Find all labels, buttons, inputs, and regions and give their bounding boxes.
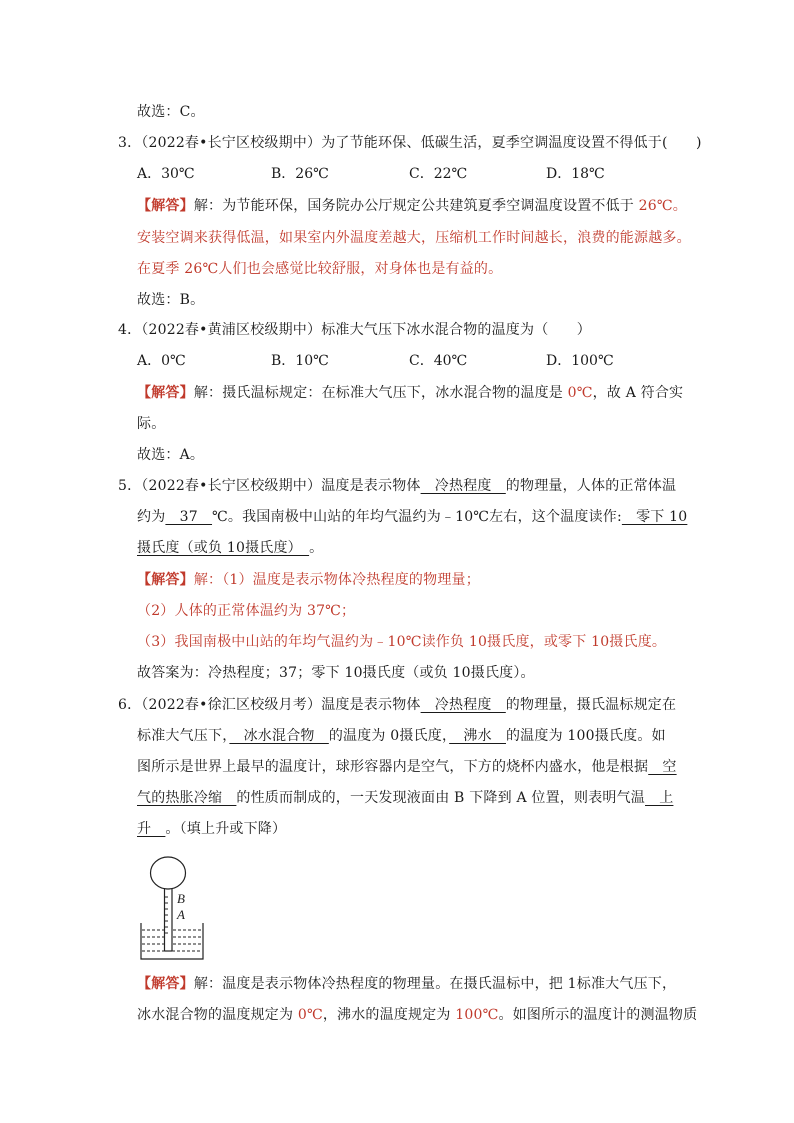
q6-answer-line-2 <box>137 1005 697 1025</box>
bulb-shape <box>151 857 186 889</box>
q6-answer-highlight: 0℃ <box>293 1007 323 1023</box>
q6-line-1 <box>118 695 676 715</box>
q3-option-b: B．26℃ <box>271 166 329 182</box>
q6-line-4 <box>137 788 673 808</box>
q6-blank-2: 冰水混合物 <box>229 728 329 744</box>
q3-option-d: D．18℃ <box>546 166 605 182</box>
q5-blank-2: 37 <box>165 509 213 525</box>
q5-line-2 <box>137 507 687 527</box>
q6-blank-3: 沸水 <box>449 728 506 744</box>
q3-answer-text: 解：为节能环保，国务院办公厅规定公共建筑夏季空调温度设置不低于 <box>193 198 635 214</box>
answer-tag: 【解答】 <box>137 976 194 992</box>
q4-answer-highlight: 0℃ <box>563 385 593 401</box>
q5-answer-line-3: （3）我国南极中山站的年均气温约为﹣10℃读作负 10摄氏度，或零下 10摄氏度。 <box>137 634 667 650</box>
q4-option-c: C．40℃ <box>409 353 468 369</box>
q5-answer-line-1 <box>137 570 480 590</box>
q6-text: 标准大气压下， <box>137 728 230 744</box>
q4-answer-line-1 <box>137 383 683 403</box>
q5-text: 5．（2022春•长宁区校级期中）温度是表示物体 <box>118 478 421 494</box>
q5-line-1 <box>118 476 676 496</box>
answer-tag: 【解答】 <box>137 385 194 401</box>
q6-text: 图所示是世界上最早的温度计，球形容器内是空气，下方的烧杯内盛水，他是根据 <box>137 759 649 775</box>
q3-answer-highlight: 26℃。 <box>634 198 687 214</box>
q3-answer-line-2: 安装空调来获得低温，如果室内外温度差越大，压缩机工作时间越长，浪费的能源越多。 <box>137 230 691 246</box>
q2-choice: 故选：C。 <box>137 104 205 120</box>
q3-choice: 故选：B。 <box>137 292 205 308</box>
q6-answer-line-1 <box>137 974 676 994</box>
q6-line-5 <box>137 819 286 839</box>
q5-blank-3: 零下 10 <box>621 509 688 525</box>
q5-blank-1: 冷热程度 <box>420 478 506 494</box>
q4-answer-text: 解：摄氏温标规定：在标准大气压下，冰水混合物的温度是 <box>193 385 564 401</box>
q5-text: 的物理量，人体的正常体温 <box>505 478 677 494</box>
q6-blank-4: 空 <box>648 759 677 775</box>
q5-final-answer: 故答案为：冷热程度；37；零下 10摄氏度（或负 10摄氏度）。 <box>137 665 535 681</box>
q3-answer-line-3: 在夏季 26℃人们也会感觉比较舒服，对身体也是有益的。 <box>137 261 503 277</box>
q5-text: ℃。我国南极中山站的年均气温约为﹣10℃左右，这个温度读作: <box>212 509 622 525</box>
q4-option-d: D．100℃ <box>546 353 614 369</box>
q6-text: 的温度为 100摄氏度。如 <box>505 728 666 744</box>
q4-answer-text-end: ，故 A 符合实 <box>592 385 684 401</box>
q5-text: 。 <box>309 540 324 556</box>
q5-line-3 <box>137 538 323 558</box>
q6-text: 的性质而制成的，一天发现液面由 B 下降到 A 位置，则表明气温 <box>236 790 646 806</box>
thermometer-diagram <box>137 855 209 963</box>
q5-answer-line-2: （2）人体的正常体温约为 37℃； <box>137 603 356 619</box>
q6-answer-text: 解：温度是表示物体冷热程度的物理量。在摄氏温标中，把 1标准大气压下， <box>193 976 677 992</box>
q3-answer-line-1 <box>137 196 687 216</box>
q3-option-c: C．22℃ <box>409 166 468 182</box>
q3-option-a: A．30℃ <box>137 166 195 182</box>
q4-option-a: A．0℃ <box>137 353 186 369</box>
q4-stem: 4．（2022春•黄浦区校级期中）标准大气压下冰水混合物的温度为（ ） <box>118 322 591 338</box>
q6-text: 的物理量，摄氏温标规定在 <box>505 697 677 713</box>
label-a: A <box>177 907 185 922</box>
answer-tag: 【解答】 <box>137 572 194 588</box>
q6-blank-1: 冷热程度 <box>420 697 506 713</box>
q5-answer-text: 解：（1）温度是表示物体冷热程度的物理量； <box>193 572 480 588</box>
q6-answer-text: 冰水混合物的温度规定为 <box>137 1007 294 1023</box>
q6-text: 6．（2022春•徐汇区校级月考）温度是表示物体 <box>118 697 421 713</box>
q6-line-2 <box>137 726 666 746</box>
q4-answer-line-2: 际。 <box>137 416 166 432</box>
q6-blank-5-cont: 升 <box>137 821 166 837</box>
q4-choice: 故选：A。 <box>137 447 205 463</box>
q6-text: 。（填上升或下降） <box>165 821 287 837</box>
q6-answer-text: ，沸水的温度规定为 <box>322 1007 451 1023</box>
answer-tag: 【解答】 <box>137 198 194 214</box>
q6-text: 的温度为 0摄氏度， <box>328 728 450 744</box>
q4-option-b: B．10℃ <box>271 353 329 369</box>
label-b: B <box>177 891 185 906</box>
q6-blank-4-cont: 气的热胀冷缩 <box>137 790 237 806</box>
q5-blank-3-cont: 摄氏度（或负 10摄氏度） <box>137 540 310 556</box>
q6-answer-text: 。如图所示的温度计的测温物质 <box>498 1007 698 1023</box>
q6-blank-5: 上 <box>645 790 674 806</box>
q6-answer-highlight: 100℃ <box>450 1007 499 1023</box>
q3-stem: 3．（2022春•长宁区校级期中）为了节能环保、低碳生活，夏季空调温度设置不得低于( ) <box>118 135 702 151</box>
q6-line-3 <box>137 757 677 777</box>
q5-text: 约为 <box>137 509 166 525</box>
